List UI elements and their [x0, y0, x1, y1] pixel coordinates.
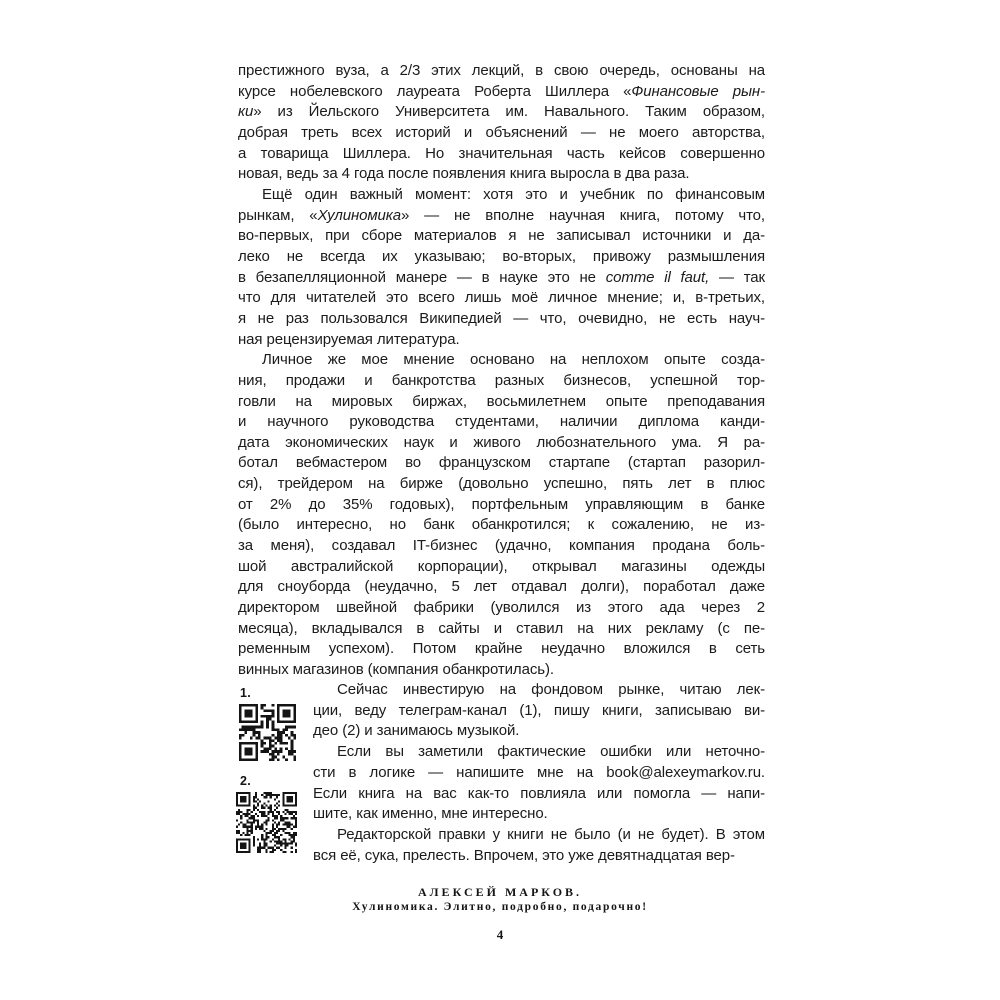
text-line: и научного руководства студентами, наличии диплома канди-	[238, 413, 765, 431]
text-line: говли на мировых биржах, восьмилетнем опыте преподавания	[238, 392, 765, 410]
text-line: сти в логике — напишите мне на book@alexeymarkov.ru.	[313, 763, 765, 781]
text-line: дата экономических наук и живого любознательного ума. Я ра-	[238, 433, 765, 451]
text-line: ции, веду телеграм-канал (1), пишу книги, записываю ви-	[313, 701, 765, 719]
qr-code-telegram-channel-icon	[239, 704, 296, 761]
text-line: Если книга на вас как-то повлияла или помогла — напи-	[313, 784, 765, 802]
text-line: винных магазинов (компания обанкротилась).	[238, 661, 554, 679]
text-line: Ещё один важный момент: хотя это и учебник по финансовым	[262, 185, 765, 203]
text-line: для сноуборда (неудачно, 5 лет отдавал долги), поработал даже	[238, 578, 765, 596]
text-line: Сейчас инвестирую на фондовом рынке, читаю лек-	[337, 681, 765, 698]
text-line: ния, продажи и банкротства разных бизнесов, успешной тор-	[238, 371, 765, 389]
text-line: новая, ведь за 4 года после появления книга выросла в два раза.	[238, 165, 690, 183]
text-line: во-первых, при сборе материалов я не записывал источники и да-	[238, 227, 765, 245]
text-line: престижного вуза, а 2/3 этих лекций, в свою очередь, основаны на	[238, 62, 765, 79]
text-line: ся), трейдером на бирже (довольно успешно, пять лет в плюс	[238, 475, 765, 493]
text-line: добрая треть всех историй и объяснений — не моего авторства,	[238, 123, 765, 141]
text-line: а товарища Шиллера. Но значительная часть кейсов совершенно	[238, 144, 765, 162]
footer-author: АЛЕКСЕЙ МАРКОВ.	[417, 885, 583, 899]
text-line: ременным успехом). Потом крайне неудачно вложился в сеть	[238, 640, 765, 658]
text-line: от 2% до 35% годовых), портфельным управляющим в банке	[238, 495, 765, 513]
text-line: месяца), вкладывался в сайты и ставил на них рекламу (с пе-	[238, 619, 765, 637]
text-line: ботал вебмастером во французском стартапе (стартап разорил-	[238, 454, 765, 472]
text-line: директором швейной фабрики (уволился из этого ада через 2	[238, 599, 765, 617]
text-line: я не раз пользовался Википедией — что, очевидно, не есть науч-	[238, 309, 765, 327]
footer-tagline: Хулиномика. Элитно, подробно, подарочно!	[352, 901, 648, 913]
text-line: рынкам, «Хулиномика» — не вполне научная книга, потому что,	[238, 206, 765, 224]
text-line: Личное же мое мнение основано на неплохом опыте созда-	[262, 351, 765, 369]
qr-label-2: 2.	[240, 774, 252, 788]
qr-label-1: 1.	[240, 686, 252, 700]
text-line: леко не всегда их указываю; во-вторых, привожу размышления	[238, 247, 765, 265]
qr-code-video-icon	[236, 792, 297, 853]
text-line: део (2) и занимаюсь музыкой.	[313, 722, 520, 740]
text-line: шите, как именно, мне интересно.	[313, 805, 548, 823]
text-line: Редакторской правки у книги не было (и не будет). В этом	[337, 825, 765, 843]
page-number: 4	[496, 927, 504, 942]
text-line: что для читателей это всего лишь моё личное мнение; и, в-третьих,	[238, 289, 765, 307]
body-text-main	[238, 61, 765, 681]
text-line: шой австралийской корпорации), открывал магазины одежды	[238, 557, 765, 575]
text-line: (было интересно, но банк обанкротился; к сожалению, не из-	[238, 516, 765, 534]
text-line: Если вы заметили фактические ошибки или неточно-	[337, 743, 765, 761]
text-line: ная рецензируемая литература.	[238, 330, 460, 348]
body-text-bottom	[313, 680, 765, 866]
text-line: вся её, сука, прелесть. Впрочем, это уже девятнадцатая вер-	[313, 846, 735, 864]
text-line: курсе нобелевского лауреата Роберта Шиллера «Финансовые рын-	[238, 82, 765, 100]
text-line: в безапелляционной манере — в науке это не comme il faut, — так	[238, 268, 766, 286]
text-line: за меня), создавал IT-бизнес (удачно, компания продана боль-	[238, 537, 765, 555]
text-line: ки» из Йельского Университета им. Навального. Таким образом,	[238, 103, 765, 121]
